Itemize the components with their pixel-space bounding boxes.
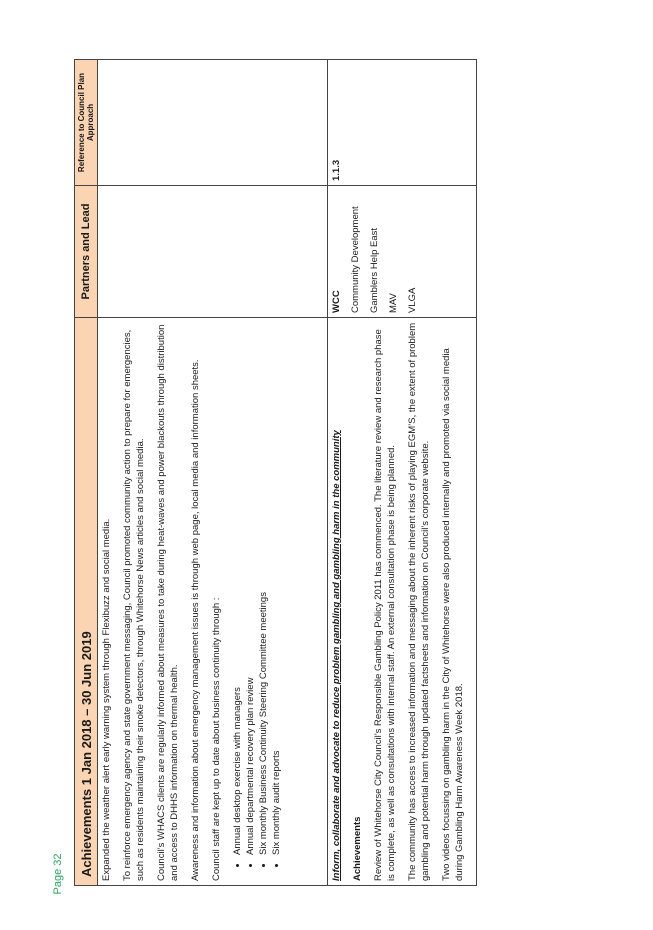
row1-achievements-cell: [98, 318, 328, 886]
row2-partners-cell: [328, 186, 477, 318]
table-row: [328, 60, 477, 886]
paragraph: Review of Whitehorse City Council’s Responsible Gambling Policy 2011 has commenced. The literature review and research phase is complete, as well as consultations with internal staff. An external consultation phase is being planned.: [373, 329, 397, 881]
row2-reference-cell: [328, 60, 477, 186]
paragraph: Expanded the weather alert early warning system through Flexibuzz and social media.: [101, 518, 112, 881]
paragraph: Two videos focussing on gambling harm in the City of Whitehorse were also produced internally and promoted via social media during Gambling Harm Awareness Week 2018.: [441, 348, 465, 881]
page-number: [48, 842, 68, 906]
row2-achievements-cell: [328, 318, 477, 886]
list-item: • Annual desktop exercise with managers: [231, 322, 244, 855]
paragraph: The community has access to increased information and messaging about the inherent risks of playing EGM’S, the extent of problem gambling and potential harm through updated factsheets and information on Council’s corporate website.: [407, 322, 431, 881]
partner-item: Community Development: [350, 206, 361, 313]
row1-partners-cell: [98, 186, 328, 318]
paragraph: Council’s WHACS clients are regularly informed about measures to take during heat-waves and power blackouts through distribution and access to DHHS information on thermal health.: [156, 324, 180, 881]
bullet-list: [231, 322, 283, 881]
table-row: [98, 60, 328, 886]
partner-lead: WCC: [331, 290, 342, 313]
section-heading: Inform, collaborate and advocate to reduce problem gambling and gambling harm in the community: [331, 430, 342, 881]
paragraph: Awareness and information about emergency management issues is through web page, local media and information sheets.: [190, 359, 201, 881]
table-header-row: [75, 60, 98, 886]
partner-item: Gamblers Help East: [369, 227, 380, 313]
page-number-text: Page 32: [52, 853, 64, 895]
list-item: • Six monthly Business Continuity Steering Committee meetings: [257, 322, 270, 855]
section-subheading: Achievements: [352, 816, 363, 881]
header-achievements: Achievements 1 Jan 2018 – 30 Jun 2019: [75, 318, 98, 886]
partner-item: VLGA: [407, 287, 418, 313]
achievements-table-container: [74, 60, 579, 886]
paragraph: Council staff are kept up to date about business continuity through :: [211, 597, 222, 881]
list-item: • Annual departmental recovery plan review: [244, 322, 257, 855]
list-item: • Six monthly audit reports: [270, 322, 283, 855]
achievements-table: [74, 59, 477, 886]
header-reference: Reference to Council Plan Approach: [75, 60, 98, 186]
row1-reference-cell: [98, 60, 328, 186]
header-partners: Partners and Lead: [75, 186, 98, 318]
council-plan-reference: 1.1.3: [331, 159, 342, 181]
partner-item: MAV: [388, 293, 399, 313]
paragraph: To reinforce emergency agency and state government messaging, Council promoted community action to prepare for emergencies, such as residents maintaining their smoke detectors, through Whitehorse News articles and social media.: [122, 329, 146, 881]
